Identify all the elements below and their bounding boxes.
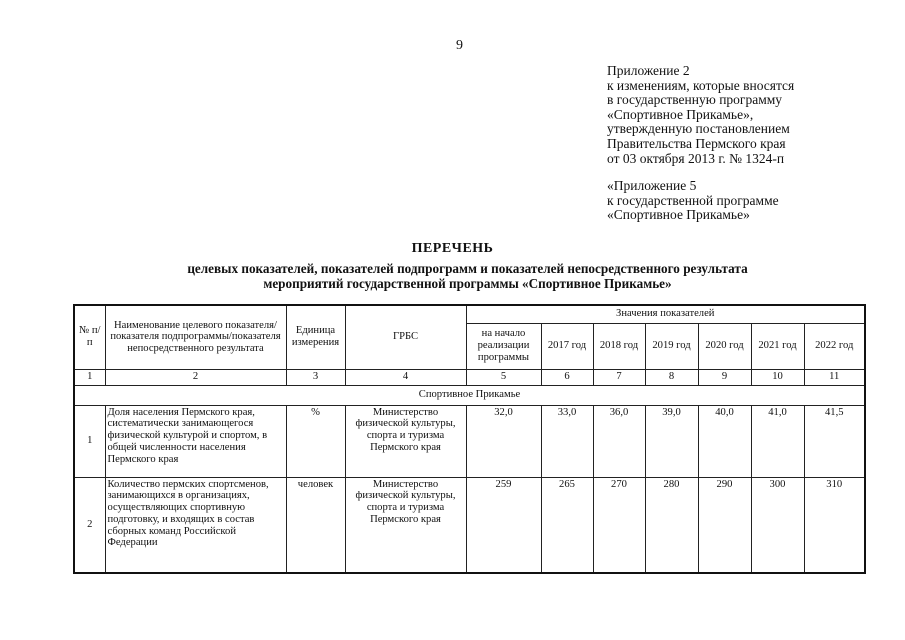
row-2022: 41,5 [804,405,865,477]
appendix-line: утвержденную постановлением [607,121,790,137]
appendix-line: к государственной программе [607,192,779,208]
appendix-line: в государственную программу [607,92,783,108]
row-grbs: Министерство физической культуры, спорта и туризма Пермского края [345,477,466,573]
row-2021: 300 [751,477,804,573]
row-2018: 36,0 [593,405,645,477]
col-number: 7 [593,369,645,385]
indicators-table [73,304,866,574]
row-2022: 310 [804,477,865,573]
appendix-line: «Спортивное Прикамье», [607,106,754,122]
row-2020: 290 [698,477,751,573]
subtitle-line: целевых показателей, показателей подпрограмм и показателей непосредственного результата [187,261,748,276]
header-values-group: Значения показателей [466,305,865,323]
row-start: 32,0 [466,405,541,477]
header-2018: 2018 год [593,323,645,369]
col-number: 11 [804,369,865,385]
col-number: 2 [105,369,286,385]
row-unit: человек [286,477,345,573]
col-number: 4 [345,369,466,385]
appendix-line: «Приложение 5 [607,178,697,193]
col-number: 9 [698,369,751,385]
row-2018: 270 [593,477,645,573]
header-grbs: ГРБС [345,305,466,369]
row-start: 259 [466,477,541,573]
row-2017: 33,0 [541,405,593,477]
row-2021: 41,0 [751,405,804,477]
appendix-block-2 [607,179,779,223]
header-2019: 2019 год [645,323,698,369]
appendix-block [607,64,794,166]
appendix-line: «Спортивное Прикамье» [607,207,750,223]
col-number: 6 [541,369,593,385]
col-number: 1 [74,369,105,385]
section-title: Спортивное Прикамье [74,385,865,405]
header-start: на начало реализации программы [466,323,541,369]
header-2020: 2020 год [698,323,751,369]
col-number: 3 [286,369,345,385]
row-2020: 40,0 [698,405,751,477]
header-2022: 2022 год [804,323,865,369]
header-2017: 2017 год [541,323,593,369]
row-name: Количество пермских спортсменов, занимающихся в организациях, осуществляющих спортивную подготовку, и входящих в состав сборных команд Российской Федерации [105,477,286,573]
document-title: ПЕРЕЧЕНЬ [411,241,494,256]
header-num: № п/п [74,305,105,369]
appendix-line: Правительства Пермского края [607,135,786,151]
subtitle-line: мероприятий государственной программы «Спортивное Прикамье» [263,275,672,291]
appendix-line: от 03 октября 2013 г. № 1324-п [607,150,785,166]
table-row [74,405,865,477]
appendix-line: к изменениям, которые вносятся [607,77,795,93]
col-number: 8 [645,369,698,385]
header-unit: Единица измерения [286,305,345,369]
row-2019: 280 [645,477,698,573]
row-unit: % [286,405,345,477]
col-number: 5 [466,369,541,385]
appendix-line: Приложение 2 [607,63,690,78]
header-name: Наименование целевого показателя/показателя подпрограммы/показателя непосредственного результата [105,305,286,369]
col-number: 10 [751,369,804,385]
row-num: 2 [74,477,105,573]
table-row [74,477,865,573]
row-2017: 265 [541,477,593,573]
row-grbs: Министерство физической культуры, спорта и туризма Пермского края [345,405,466,477]
row-name: Доля населения Пермского края, систематически занимающегося физической культурой и спортом, в общей численности населения Пермского края [105,405,286,477]
row-2019: 39,0 [645,405,698,477]
page-number: 9 [456,38,463,53]
document-subtitle [120,262,815,291]
row-num: 1 [74,405,105,477]
header-2021: 2021 год [751,323,804,369]
